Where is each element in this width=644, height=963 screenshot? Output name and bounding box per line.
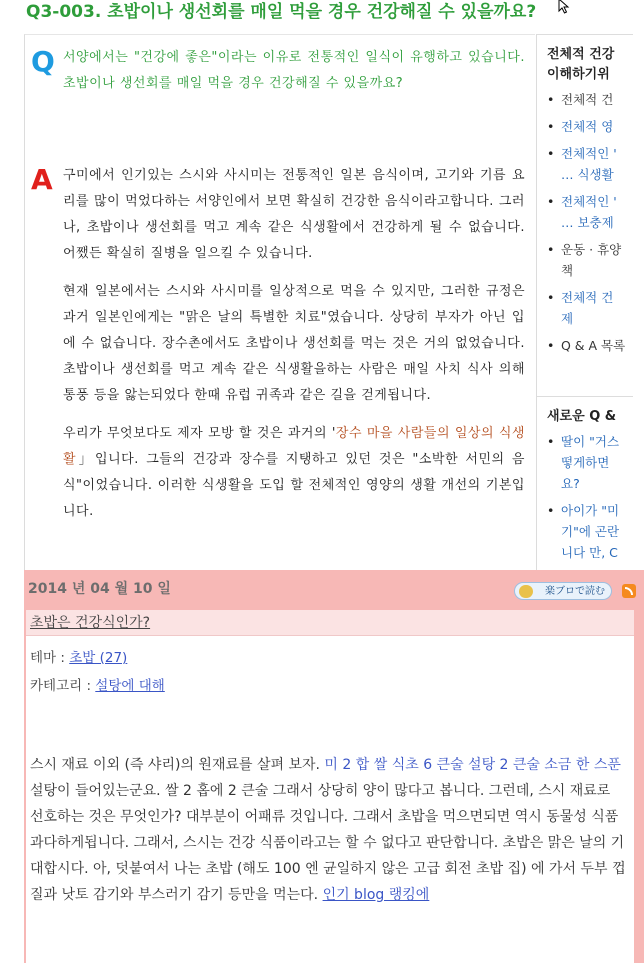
answer-text bbox=[63, 163, 525, 537]
sidebar-new-qa-item[interactable]: • 딸이 "거스 떻게하면 요? bbox=[547, 431, 633, 494]
answer-paragraph-1: 구미에서 인기있는 스시와 사시미는 전통적인 일본 음식이며, 고기와 기름 요리를 많이 먹었다하는 서양인에서 보면 확실히 건강한 음식이라고합니다. 그러나, 초밥이나 생선회를 먹고 계속 같은 식생활에서 건강하게 될 수 없습니다. 어쨌든 확실히 질병을 일으킬 수 있습니다. bbox=[63, 168, 525, 261]
blog-ranking-link[interactable]: 인기 blog 랭킹에 bbox=[322, 887, 430, 903]
answer-p3-post: 」입니다. 그들의 건강과 장수를 지탱하고 있던 것은 "소박한 서민의 음식"이었습니다. 이러한 식생활을 도입 할 전체적인 영양의 생활 개선의 기본입니다. bbox=[63, 452, 525, 519]
post-title-link[interactable]: 초밥은 건강식인가? bbox=[30, 615, 151, 631]
theme-link[interactable]: 초밥 (27) bbox=[69, 650, 128, 666]
sidebar bbox=[536, 34, 644, 570]
category-link[interactable]: 설탕에 대해 bbox=[95, 678, 165, 694]
answer-p3-pre: 우리가 무엇보다도 제자 모방 할 것은 과거의 ' bbox=[63, 426, 336, 441]
sidebar-link-item: • 운동 · 휴양 책 bbox=[547, 239, 633, 281]
sidebar-list bbox=[537, 89, 633, 356]
body-intro: 스시 재료 이외 (즉 샤리)의 원재료를 살펴 보자. bbox=[30, 757, 325, 773]
question-text: 서양에서는 "건강에 좋은"이라는 이유로 전통적인 일식이 유행하고 있습니다. 초밥이나 생선회를 매일 먹을 경우 건강해질 수 있을까요? bbox=[63, 50, 525, 91]
qa-main-panel bbox=[24, 34, 535, 571]
sidebar-heading-new-qa: 새로운 Q & bbox=[547, 409, 617, 424]
body-ingredients: 미 2 합 쌀 식초 6 큰술 설탕 2 큰술 소금 한 스푼 bbox=[324, 757, 621, 773]
sidebar-heading: 전체적 건강 이해하기위 bbox=[547, 47, 615, 82]
sidebar-new-qa-item[interactable]: • 아이가 "미 기"에 곤란 니다 만, C bbox=[547, 500, 633, 563]
theme-label: 테마 : bbox=[30, 650, 70, 666]
sidebar-box-new-qa bbox=[537, 396, 633, 569]
answer-paragraph-2: 현재 일본에서는 스시와 사시미를 일상적으로 먹을 수 있지만, 그러한 규정은 과거 일본인에게는 "맑은 날의 특별한 치료"였습니다. 상당히 부자가 아닌 입에 수 없습니다. 장수촌에서도 초밥이나 생선회를 먹는 것은 거의 없었습니다. 초밥이나 생선회를 먹고 계속 같은 식생활을하는 사람은 매일 사치 식사 의해 통풍 등을 앓는되었다 한때 유럽 귀족과 같은 길을 걷게됩니다. bbox=[63, 284, 525, 403]
rss-icon[interactable] bbox=[622, 584, 636, 598]
sidebar-link-item: • 전체적 건 bbox=[547, 89, 633, 110]
answer-marker: A bbox=[31, 163, 53, 196]
post-title-bar bbox=[26, 610, 634, 636]
answer-paragraph-3 bbox=[63, 421, 525, 525]
sidebar-box-holistic-health bbox=[537, 34, 633, 362]
sidebar-link-item[interactable]: • 전체적인 ' … 보충제 bbox=[547, 191, 633, 233]
theme-row bbox=[30, 646, 127, 666]
entry-card bbox=[26, 610, 634, 963]
sidebar-link-item[interactable]: • 전체적 영 bbox=[547, 116, 633, 137]
sidebar-link-item[interactable]: • 전체적인 ' … 식생활 bbox=[547, 143, 633, 185]
sidebar-link-item: • Q & A 목록 bbox=[547, 335, 633, 356]
category-label: 카테고리 : bbox=[30, 678, 96, 694]
answer-p3-highlight: 장수 마을 사람들의 일상의 식생활 bbox=[63, 426, 525, 467]
sidebar-link-item[interactable]: • 전체적 건 제 bbox=[547, 287, 633, 329]
entry-date: 2014 년 04 월 10 일 bbox=[28, 581, 171, 597]
question-marker: Q bbox=[31, 45, 55, 78]
blog-entry bbox=[24, 570, 644, 963]
rakuten-read-label: 楽ブロで読む bbox=[545, 586, 605, 597]
sidebar-list-new-qa bbox=[537, 431, 633, 563]
rakuten-read-button[interactable] bbox=[514, 582, 612, 600]
category-row bbox=[30, 674, 165, 694]
rakuten-face-icon bbox=[519, 585, 533, 598]
page-title: Q3-003. 초밥이나 생선회를 매일 먹을 경우 건강해질 수 있을까요? bbox=[26, 2, 537, 22]
post-body bbox=[30, 752, 626, 908]
mouse-cursor-icon bbox=[557, 0, 573, 14]
body-main: 설탕이 들어있는군요. 쌀 2 홉에 2 큰술 그래서 상당히 양이 많다고 봅니다. 그런데, 스시 재료로 선호하는 것은 무엇인가? 대부분이 어패류 것입니다. 그래서 초밥을 먹으면되면 역시 동물성 식품 과다하게됩니다. 그래서, 스시는 건강 식품이라고는 할 수 없다고 판단합니다. 초밥은 맑은 날의 기대합시다. 아, 덧붙여서 나는 초밥 (해도 100 엔 균일하지 않은 고급 회전 초밥 집) 에 가서 두부 껍질과 낫토 감기와 부스러기 감기 등만을 먹는다. bbox=[30, 783, 626, 903]
